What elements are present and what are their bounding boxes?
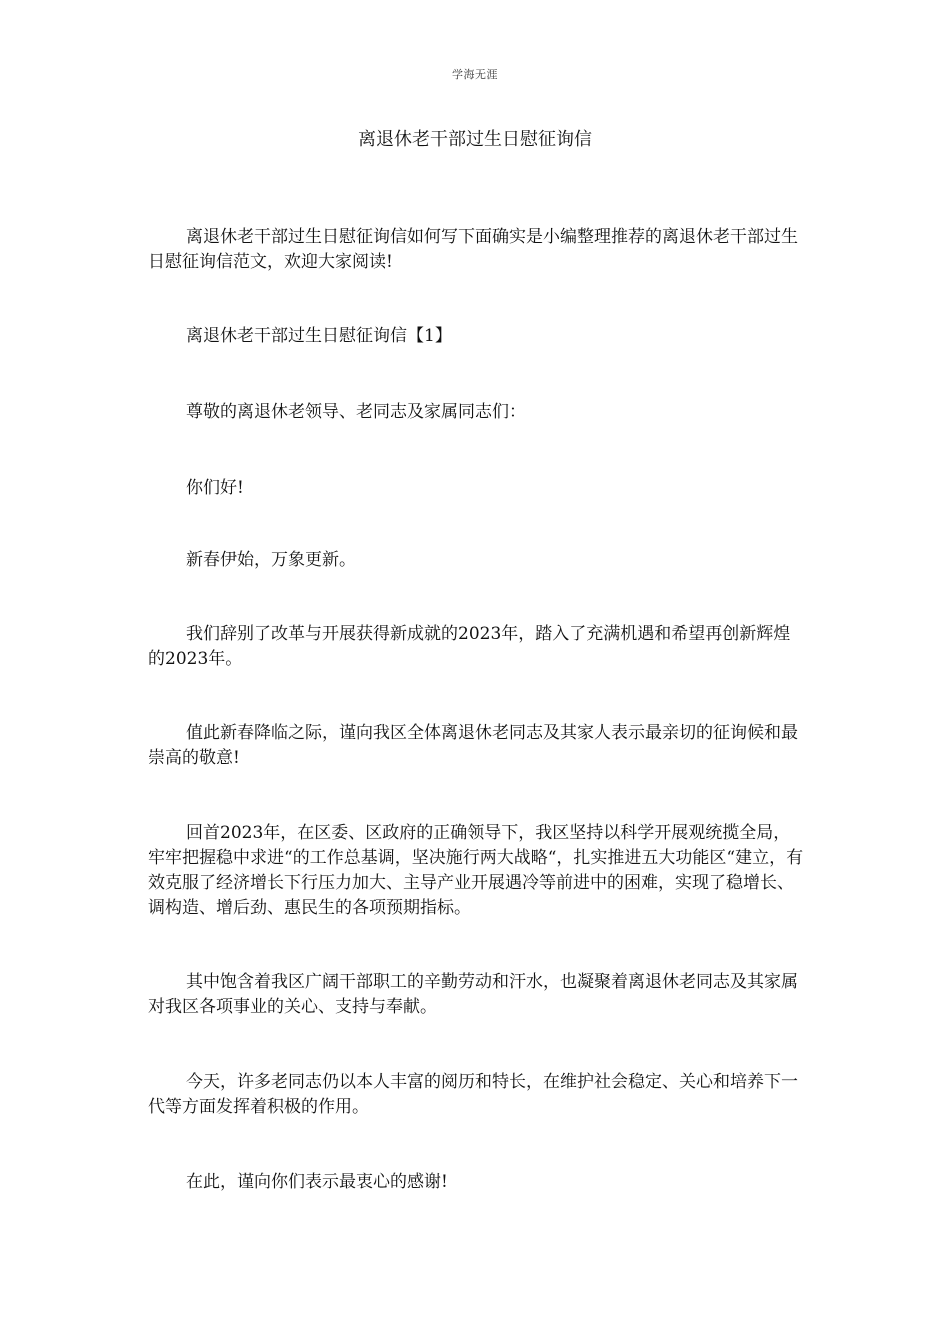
body-paragraph: 其中饱含着我区广阔干部职工的辛勤劳动和汗水，也凝聚着离退休老同志及其家属对我区各项事业的关心、支持与奉献。 bbox=[148, 972, 798, 1017]
closing-paragraph: 在此，谨向你们表示最衷心的感谢! bbox=[186, 1172, 448, 1192]
body-paragraph: 值此新春降临之际，谨向我区全体离退休老同志及其家人表示最亲切的征询候和最崇高的敬意! bbox=[148, 723, 798, 768]
body-paragraph: 新春伊始，万象更新。 bbox=[186, 550, 356, 570]
body-paragraph: 我们辞别了改革与开展获得新成就的2023年，踏入了充满机遇和希望再创新辉煌的2023年。 bbox=[148, 624, 791, 669]
page-header: 学海无涯 bbox=[452, 68, 498, 81]
document-title: 离退休老干部过生日慰征询信 bbox=[358, 129, 592, 150]
letter-heading: 离退休老干部过生日慰征询信【1】 bbox=[186, 326, 452, 346]
salutation: 尊敬的离退休老领导、老同志及家属同志们： bbox=[186, 402, 526, 422]
greeting: 你们好! bbox=[186, 478, 244, 498]
body-paragraph: 今天，许多老同志仍以本人丰富的阅历和特长，在维护社会稳定、关心和培养下一代等方面发挥着积极的作用。 bbox=[148, 1072, 798, 1117]
intro-paragraph: 离退休老干部过生日慰征询信如何写下面确实是小编整理推荐的离退休老干部过生日慰征询信范文，欢迎大家阅读! bbox=[148, 227, 798, 272]
body-paragraph: 回首2023年，在区委、区政府的正确领导下，我区坚持以科学开展观统揽全局，牢牢把握稳中求进“的工作总基调，坚决施行两大战略“，扎实推进五大功能区“建立，有效克服了经济增长下行压力加大、主导产业开展遇冷等前进中的困难，实现了稳增长、调构造、增后劲、惠民生的各项预期指标。 bbox=[148, 823, 804, 918]
